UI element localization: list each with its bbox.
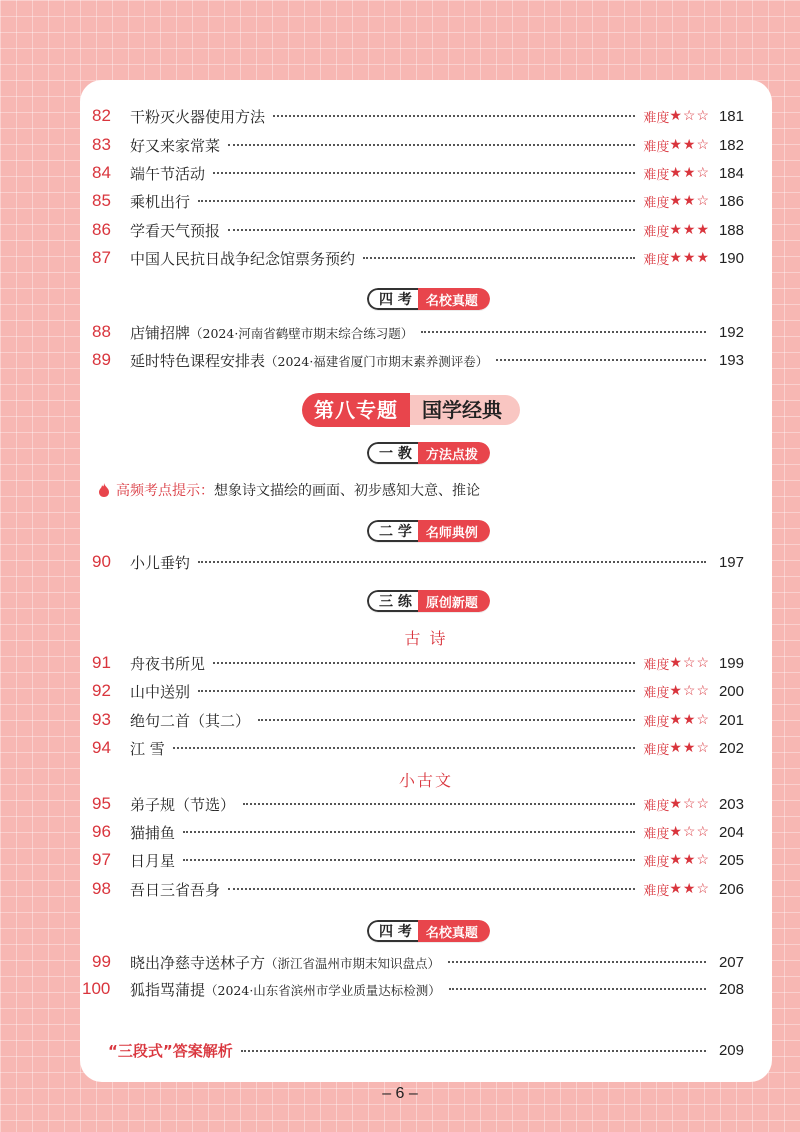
list-item[interactable]: 91 舟夜书所见 难度 ★☆☆ 199 xyxy=(92,653,744,673)
list-item[interactable]: 95 弟子规（节选） 难度 ★☆☆ 203 xyxy=(92,794,744,814)
page-number: – 6 – xyxy=(382,1085,418,1102)
section-header-kao: 四 考 名校真题 xyxy=(367,920,490,942)
subheading-gushi: 古 诗 xyxy=(404,629,448,648)
list-item[interactable]: 90 小儿垂钓 197 xyxy=(92,552,744,572)
list-item[interactable]: 88 店铺招牌（2024·河南省鹤壁市期末综合练习题） 192 xyxy=(92,322,744,342)
list-item[interactable]: 87 中国人民抗日战争纪念馆票务预约 难度 ★★★ 190 xyxy=(92,248,744,268)
section-header-lian: 三 练 原创新题 xyxy=(367,590,490,612)
section-header-xue: 二 学 名师典例 xyxy=(367,520,490,542)
flame-icon xyxy=(98,483,110,497)
list-item[interactable]: 85 乘机出行 难度 ★★☆ 186 xyxy=(92,191,744,211)
hint-line: 高频考点提示： 想象诗文描绘的画面、初步感知大意、推论 xyxy=(98,480,480,500)
list-item[interactable]: 93 绝句二首（其二） 难度 ★★☆ 201 xyxy=(92,710,744,730)
topic-banner: 第八专题 国学经典 xyxy=(302,392,520,428)
list-item[interactable]: 96 猫捕鱼 难度 ★☆☆ 204 xyxy=(92,822,744,842)
list-item[interactable]: 98 吾日三省吾身 难度 ★★☆ 206 xyxy=(92,879,744,899)
list-item[interactable]: 97 日月星 难度 ★★☆ 205 xyxy=(92,850,744,870)
list-item[interactable]: 89 延时特色课程安排表（2024·福建省厦门市期末素养测评卷） 193 xyxy=(92,350,744,370)
content-card xyxy=(80,80,772,1082)
section-header-jiao: 一 教 方法点拨 xyxy=(367,442,490,464)
section-header-kao: 四 考 名校真题 xyxy=(367,288,490,310)
subheading-xiaoguwen: 小古文 xyxy=(398,771,453,790)
list-item[interactable]: 100 狐指骂蒲提（2024·山东省滨州市学业质量达标检测） 208 xyxy=(82,979,744,999)
list-item[interactable]: 86 学看天气预报 难度 ★★★ 188 xyxy=(92,220,744,240)
list-item[interactable]: 94 江 雪 难度 ★★☆ 202 xyxy=(92,738,744,758)
list-item[interactable]: 83 好又来家常菜 难度 ★★☆ 182 xyxy=(92,135,744,155)
list-item[interactable]: 82 干粉灭火器使用方法 难度 ★☆☆ 181 xyxy=(92,106,744,126)
list-item[interactable]: 99 晓出净慈寺送林子方（浙江省温州市期末知识盘点） 207 xyxy=(92,952,744,972)
list-item[interactable]: 84 端午节活动 难度 ★★☆ 184 xyxy=(92,163,744,183)
answer-section-link[interactable]: “三段式”答案解析 209 xyxy=(108,1042,744,1060)
list-item[interactable]: 92 山中送别 难度 ★☆☆ 200 xyxy=(92,681,744,701)
